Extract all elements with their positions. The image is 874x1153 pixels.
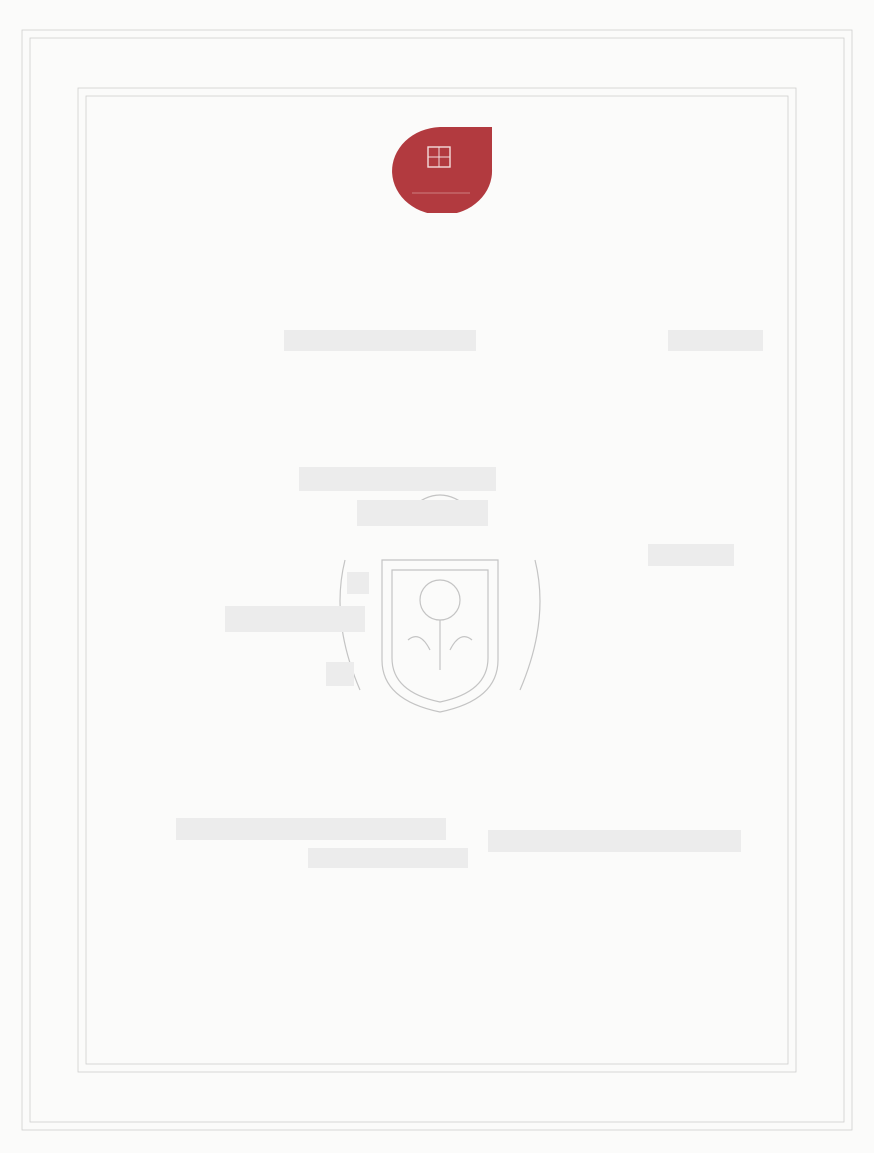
fecha-nacimiento-redaction (668, 330, 763, 351)
especificar-redaction (225, 606, 365, 632)
firma-left-redaction (176, 818, 446, 840)
cedula-redaction (308, 848, 468, 868)
jalisco-logo (390, 125, 494, 213)
firma-right-redaction (488, 830, 741, 852)
tipo-redaction (299, 467, 496, 491)
naturaleza-redaction (357, 500, 488, 526)
curp-redaction (284, 330, 476, 351)
grado-redaction (648, 544, 734, 566)
ayudas-redaction (347, 572, 369, 594)
coat-of-arms-watermark (340, 495, 540, 712)
metodo-redaction (326, 662, 354, 686)
